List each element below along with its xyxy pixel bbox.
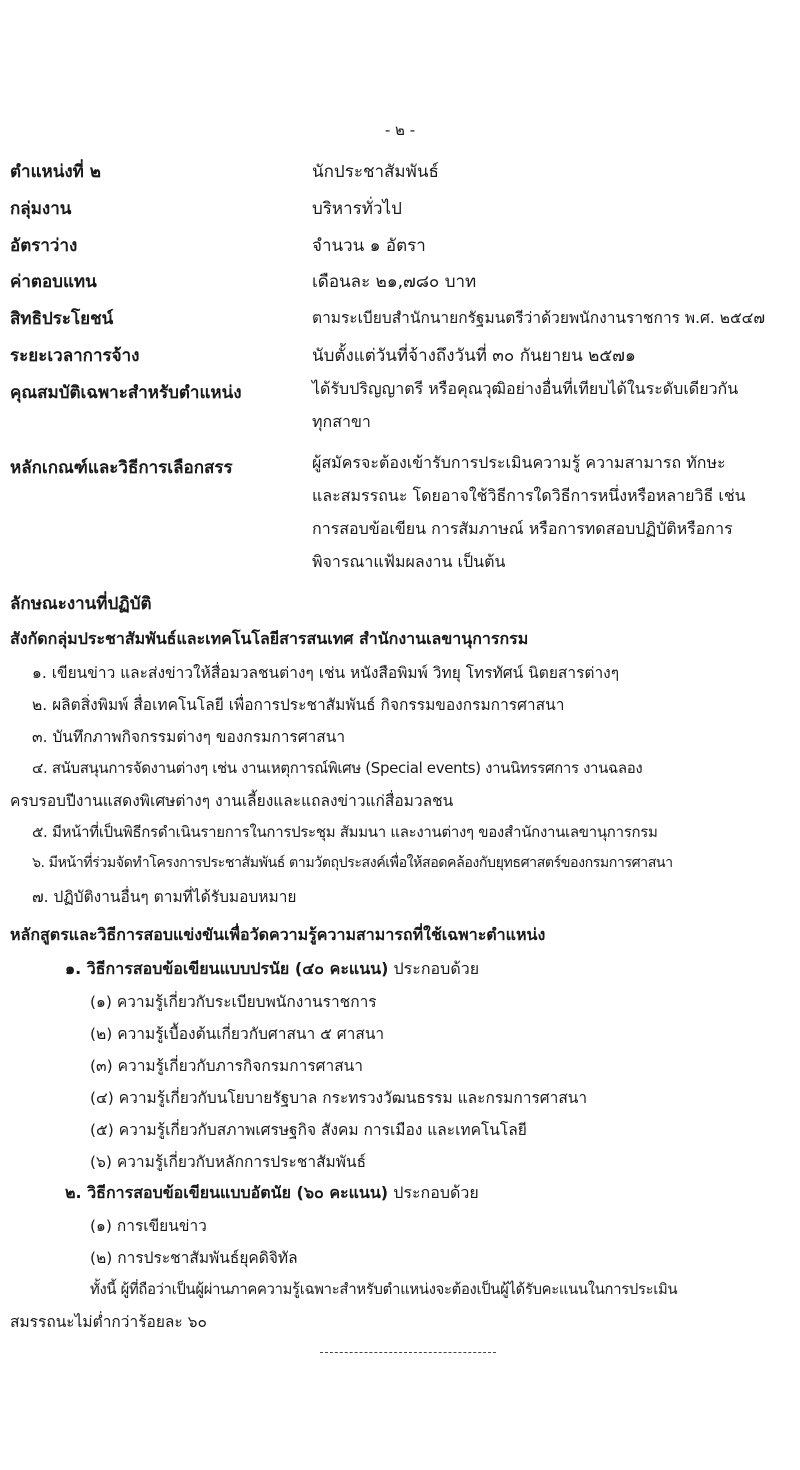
- position-label: ตำแหน่งที่ ๒: [10, 162, 102, 182]
- exam-part1-item: (๑) ความรู้เกี่ยวกับระเบียบพนักงานราชการ: [90, 993, 377, 1011]
- exam-note-continued: สมรรถนะไม่ต่ำกว่าร้อยละ ๖๐: [10, 1313, 207, 1331]
- period-label: ระยะเวลาการจ้าง: [10, 346, 140, 366]
- exam-part1-title-text: ๑. วิธีการสอบข้อเขียนแบบปรนัย (๔๐ คะแนน): [65, 959, 389, 978]
- qual-line: ทุกสาขา: [312, 412, 371, 431]
- exam-part2-item: (๑) การเขียนข่าว: [90, 1217, 207, 1235]
- exam-part1-suffix: ประกอบด้วย: [388, 959, 480, 978]
- vacancy-value: จำนวน ๑ อัตรา: [312, 236, 426, 256]
- duty-item: ๒. ผลิตสิ่งพิมพ์ สื่อเทคโนโลยี เพื่อการประชาสัมพันธ์ กิจกรรมของกรมการศาสนา: [32, 696, 565, 714]
- criteria-line: พิจารณาแฟ้มผลงาน เป็นต้น: [312, 552, 506, 571]
- group-label: กลุ่มงาน: [10, 199, 72, 219]
- position-value: นักประชาสัมพันธ์: [312, 162, 439, 182]
- criteria-label: หลักเกณฑ์และวิธีการเลือกสรร: [10, 458, 233, 478]
- exam-part2-item: (๒) การประชาสัมพันธ์ยุคดิจิทัล: [90, 1249, 298, 1267]
- pay-label: ค่าตอบแทน: [10, 272, 97, 292]
- benefit-value: ตามระเบียบสำนักนายกรัฐมนตรีว่าด้วยพนักงานราชการ พ.ศ. ๒๕๔๗: [312, 309, 766, 327]
- duties-heading: ลักษณะงานที่ปฏิบัติ: [10, 594, 152, 614]
- exam-part1-item: (๕) ความรู้เกี่ยวกับสภาพเศรษฐกิจ สังคม การเมือง และเทคโนโลยี: [90, 1121, 527, 1139]
- vacancy-label: อัตราว่าง: [10, 236, 78, 256]
- exam-part1-item: (๔) ความรู้เกี่ยวกับนโยบายรัฐบาล กระทรวงวัฒนธรรม และกรมการศาสนา: [90, 1089, 588, 1107]
- page-number: - ๒ -: [384, 121, 416, 139]
- pay-value: เดือนละ ๒๑,๗๘๐ บาท: [312, 272, 477, 292]
- duties-unit: สังกัดกลุ่มประชาสัมพันธ์และเทคโนโลยีสารสนเทศ สำนักงานเลขานุการกรม: [10, 629, 529, 648]
- end-divider: [320, 1352, 496, 1353]
- exam-part1-title: [65, 957, 479, 982]
- duty-item: ๕. มีหน้าที่เป็นพิธีกรดำเนินรายการในการประชุม สัมมนา และงานต่างๆ ของสำนักงานเลขานุการกรม: [32, 823, 658, 841]
- duty-item: ๔. สนับสนุนการจัดงานต่างๆ เช่น งานเหตุการณ์พิเศษ (Special events) งานนิทรรศการ งานฉลอง: [32, 759, 643, 777]
- period-value: นับตั้งแต่วันที่จ้างถึงวันที่ ๓๐ กันยายน ๒๕๗๑: [312, 346, 636, 366]
- qual-label: คุณสมบัติเฉพาะสำหรับตำแหน่ง: [10, 383, 242, 403]
- criteria-line: และสมรรถนะ โดยอาจใช้วิธีการใดวิธีการหนึ่งหรือหลายวิธี เช่น: [312, 486, 746, 505]
- exam-part2-suffix: ประกอบด้วย: [388, 1183, 479, 1202]
- duty-item: ๗. ปฏิบัติงานอื่นๆ ตามที่ได้รับมอบหมาย: [32, 888, 297, 906]
- duty-item-continued: ครบรอบปีงานแสดงพิเศษต่างๆ งานเลี้ยงและแถลงข่าวแก่สื่อมวลชน: [10, 792, 454, 810]
- exam-part1-item: (๖) ความรู้เกี่ยวกับหลักการประชาสัมพันธ์: [90, 1153, 367, 1171]
- criteria-value: [312, 446, 800, 578]
- qual-line: ได้รับปริญญาตรี หรือคุณวุฒิอย่างอื่นที่เทียบได้ในระดับเดียวกัน: [312, 379, 739, 398]
- duty-item: ๖. มีหน้าที่ร่วมจัดทำโครงการประชาสัมพันธ์ ตามวัตถุประสงค์เพื่อให้สอดคล้องกับยุทธศาสตร์ของกรมการศาสนา: [32, 855, 673, 871]
- group-value: บริหารทั่วไป: [312, 199, 402, 219]
- exam-part1-item: (๒) ความรู้เบื้องต้นเกี่ยวกับศาสนา ๕ ศาสนา: [90, 1025, 385, 1043]
- exam-part1-item: (๓) ความรู้เกี่ยวกับภารกิจกรมการศาสนา: [90, 1057, 363, 1075]
- duty-item: ๑. เขียนข่าว และส่งข่าวให้สื่อมวลชนต่างๆ เช่น หนังสือพิมพ์ วิทยุ โทรทัศน์ นิตยสารต่างๆ: [32, 664, 620, 682]
- criteria-line: ผู้สมัครจะต้องเข้ารับการประเมินความรู้ ความสามารถ ทักษะ: [312, 453, 726, 472]
- benefit-label: สิทธิประโยชน์: [10, 309, 114, 329]
- exam-part2-title-text: ๒. วิธีการสอบข้อเขียนแบบอัตนัย (๖๐ คะแนน): [65, 1183, 389, 1202]
- duty-item: ๓. บันทึกภาพกิจกรรมต่างๆ ของกรมการศาสนา: [32, 728, 346, 746]
- criteria-line: การสอบข้อเขียน การสัมภาษณ์ หรือการทดสอบปฏิบัติหรือการ: [312, 519, 733, 538]
- exam-heading: หลักสูตรและวิธีการสอบแข่งขันเพื่อวัดความรู้ความสามารถที่ใช้เฉพาะตำแหน่ง: [10, 925, 546, 944]
- qual-value: [312, 372, 800, 438]
- exam-part2-title: [65, 1181, 479, 1206]
- exam-note: ทั้งนี้ ผู้ที่ถือว่าเป็นผู้ผ่านภาคความรู้เฉพาะสำหรับตำแหน่งจะต้องเป็นผู้ได้รับคะแนนในการประเมิน: [90, 1281, 678, 1298]
